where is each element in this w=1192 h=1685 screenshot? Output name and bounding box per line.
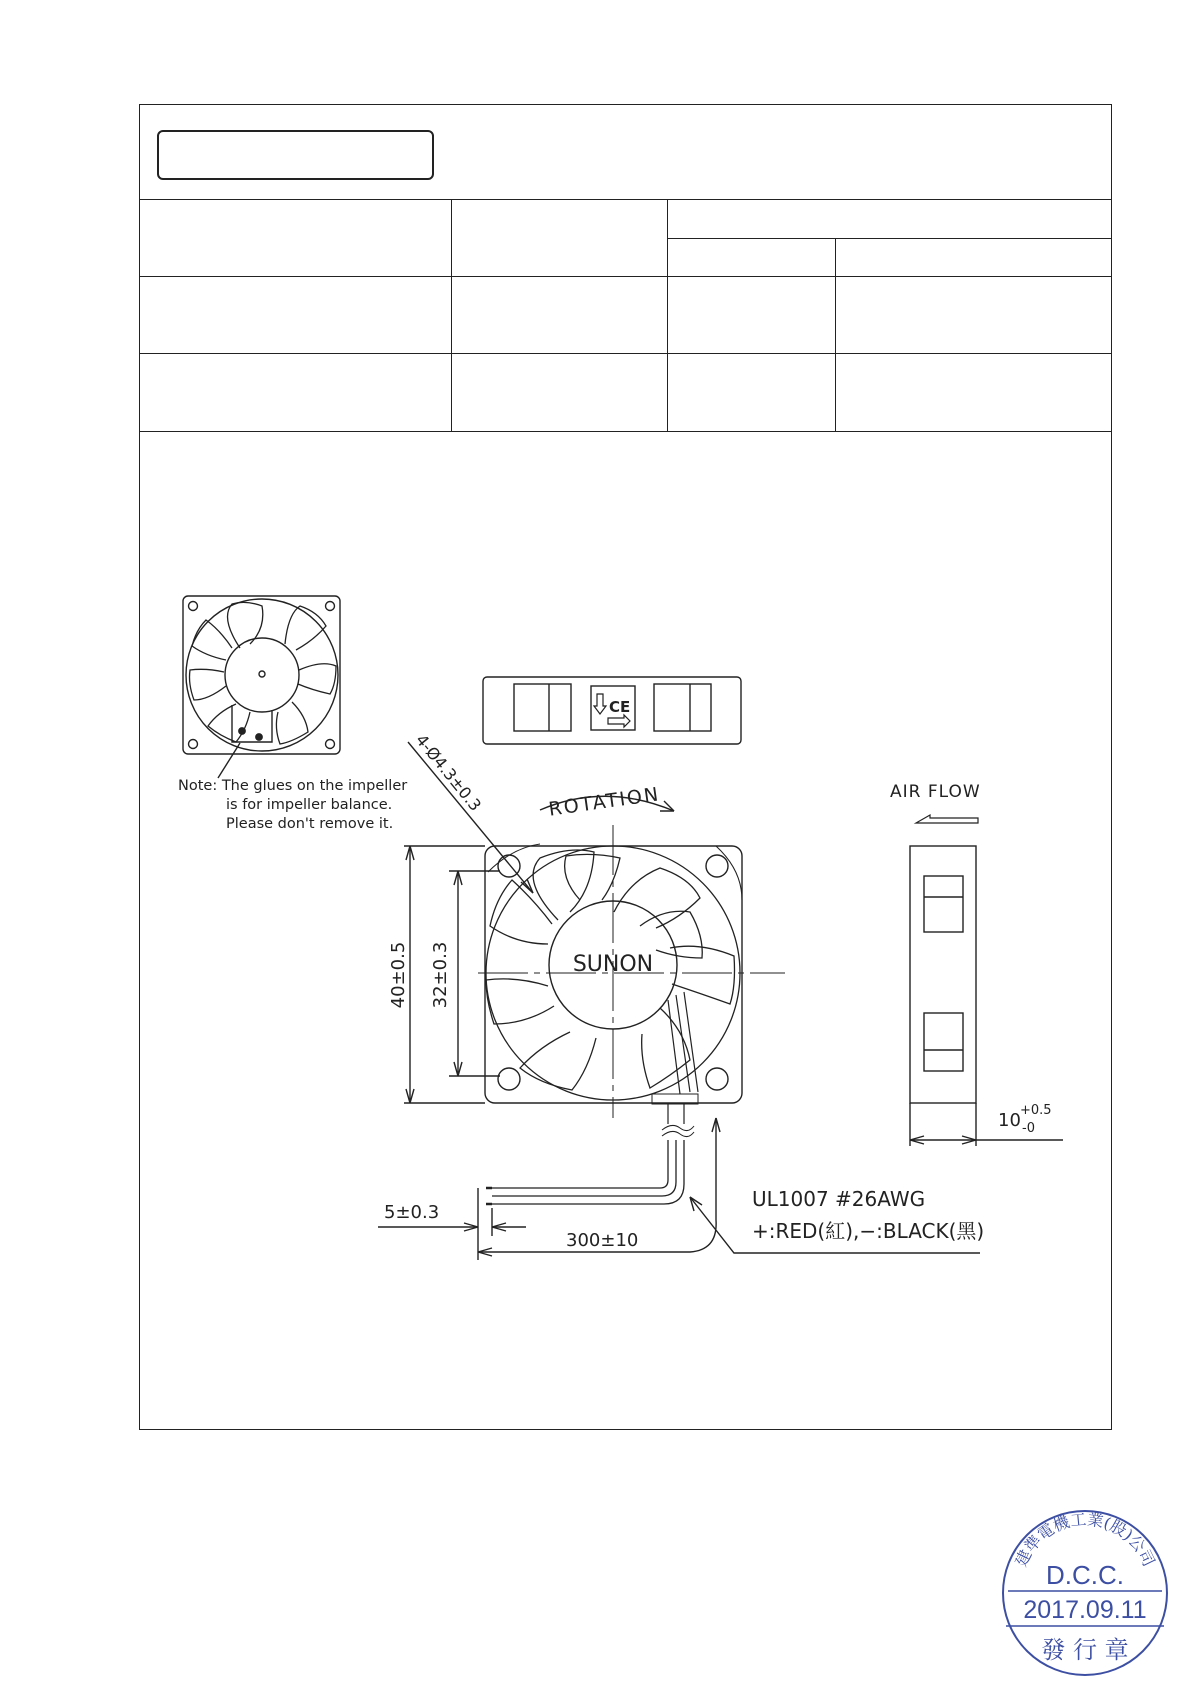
hole-callout [408, 731, 533, 893]
stamp-seal-text: 發 行 章 [1041, 1636, 1129, 1664]
thickness-dimension: 10 [998, 1110, 1021, 1131]
stamp-code: D.C.C. [1046, 1560, 1124, 1590]
wire-spec-callout [690, 1187, 984, 1253]
rotation-indicator [540, 783, 674, 820]
thickness-plus-tolerance: +0.5 [1020, 1103, 1052, 1118]
lead-length-dimension: 300±10 [566, 1230, 639, 1251]
impeller-view [183, 596, 340, 778]
vertical-dimensions [388, 846, 500, 1103]
document-control-stamp [1000, 1508, 1170, 1678]
rotation-label: ROTATION [547, 783, 662, 821]
note-line-2: is for impeller balance. [226, 797, 393, 813]
glue-note [178, 778, 407, 832]
holes-dimension: 4-Ø4.3±0.3 [411, 730, 486, 815]
thickness-minus-tolerance: -0 [1022, 1121, 1035, 1136]
product-label [483, 677, 741, 744]
brand-label: SUNON [572, 952, 654, 977]
stamp-company: 建準電機工業(股)公司 [1011, 1509, 1159, 1570]
overall-dimension: 40±0.5 [388, 941, 409, 1009]
note-line-3: Please don't remove it. [226, 816, 394, 832]
note-line-1: Note: The glues on the impeller [178, 778, 408, 794]
svg-text:CE: CE [609, 698, 631, 716]
airflow-side-view [890, 782, 1063, 1146]
strip-dimension: 5±0.3 [384, 1202, 440, 1223]
fan-front-view [478, 825, 785, 1118]
wire-spec-line-2: +:RED(紅),−:BLACK(黑) [752, 1219, 985, 1243]
hole-pitch-dimension: 32±0.3 [430, 941, 451, 1009]
airflow-label: AIR FLOW [890, 782, 981, 802]
lead-dimensions [378, 1118, 720, 1260]
wire-spec-line-1: UL1007 #26AWG [752, 1187, 926, 1211]
lead-wires [486, 1104, 694, 1204]
stamp-date: 2017.09.11 [1023, 1596, 1147, 1624]
